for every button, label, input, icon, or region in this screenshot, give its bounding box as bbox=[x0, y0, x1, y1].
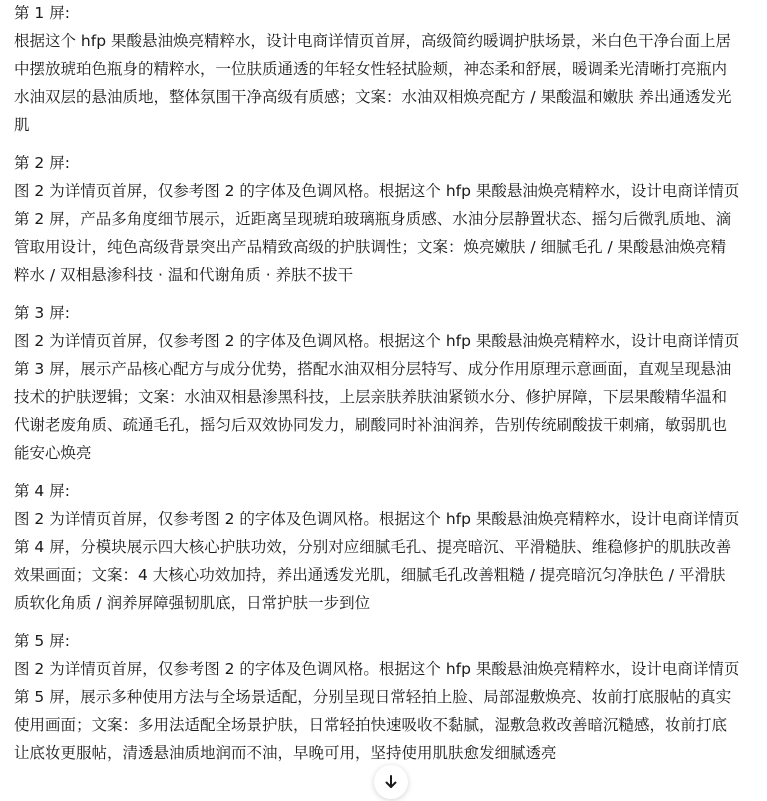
section-heading: 第 5 屏: bbox=[14, 632, 70, 650]
body-line: 使用画面；文案：多用法适配全场景护肤，日常轻拍快速吸收不黏腻，湿敷急救改善暗沉糙感，妆前打底 bbox=[14, 716, 728, 734]
body-line: 第 2 屏，产品多角度细节展示，近距离呈现琥珀玻璃瓶身质感、水油分层静置状态、摇匀后微乳质地、滴 bbox=[14, 210, 732, 228]
section-body bbox=[14, 177, 762, 289]
body-line: 图 2 为详情页首屏，仅参考图 2 的字体及色调风格。根据这个 hfp 果酸悬油焕亮精粹水，设计电商详情页 bbox=[14, 660, 740, 678]
body-line: 图 2 为详情页首屏，仅参考图 2 的字体及色调风格。根据这个 hfp 果酸悬油焕亮精粹水，设计电商详情页 bbox=[14, 332, 740, 350]
prompt-document bbox=[14, 0, 762, 767]
body-line: 第 4 屏，分模块展示四大核心护肤功效，分别对应细腻毛孔、提亮暗沉、平滑糙肤、维稳修护的肌肤改善 bbox=[14, 538, 732, 556]
arrow-down-icon bbox=[383, 774, 399, 790]
section-body bbox=[14, 505, 762, 617]
body-line: 第 5 屏，展示多种使用方法与全场景适配，分别呈现日常轻拍上脸、局部湿敷焕亮、妆前打底服帖的真实 bbox=[14, 688, 732, 706]
body-line: 能安心焕亮 bbox=[14, 444, 92, 462]
section-body bbox=[14, 27, 762, 139]
section-body bbox=[14, 327, 762, 467]
scroll-to-bottom-button[interactable] bbox=[374, 765, 408, 799]
screen-section-3 bbox=[14, 299, 762, 467]
body-line: 让底妆更服帖，清透悬油质地润而不油，早晚可用，坚持使用肌肤愈发细腻透亮 bbox=[14, 744, 557, 762]
section-heading: 第 1 屏: bbox=[14, 4, 70, 22]
section-heading: 第 2 屏: bbox=[14, 154, 70, 172]
body-line: 技术的护肤逻辑；文案：水油双相悬渗黑科技，上层亲肤养肤油紧锁水分、修护屏障，下层果酸精华温和 bbox=[14, 388, 728, 406]
screen-section-4 bbox=[14, 477, 762, 617]
body-line: 肌 bbox=[14, 116, 30, 134]
screen-section-1 bbox=[14, 0, 762, 139]
body-line: 粹水 / 双相悬渗科技 · 温和代谢角质 · 养肤不拔干 bbox=[14, 266, 354, 284]
body-line: 根据这个 hfp 果酸悬油焕亮精粹水，设计电商详情页首屏，高级简约暖调护肤场景，米白色干净台面上居 bbox=[14, 32, 731, 50]
body-line: 第 3 屏，展示产品核心配方与成分优势，搭配水油双相分层特写、成分作用原理示意画面，直观呈现悬油 bbox=[14, 360, 732, 378]
body-line: 图 2 为详情页首屏，仅参考图 2 的字体及色调风格。根据这个 hfp 果酸悬油焕亮精粹水，设计电商详情页 bbox=[14, 510, 740, 528]
body-line: 管取用设计，纯色高级背景突出产品精致高级的护肤调性；文案：焕亮嫩肤 / 细腻毛孔 / 果酸悬油焕亮精 bbox=[14, 238, 727, 256]
body-line: 质软化角质 / 润养屏障强韧肌底，日常护肤一步到位 bbox=[14, 594, 371, 612]
screen-section-5 bbox=[14, 627, 762, 767]
body-line: 图 2 为详情页首屏，仅参考图 2 的字体及色调风格。根据这个 hfp 果酸悬油焕亮精粹水，设计电商详情页 bbox=[14, 182, 740, 200]
screen-section-2 bbox=[14, 149, 762, 289]
section-heading: 第 4 屏: bbox=[14, 482, 70, 500]
body-line: 水油双层的悬油质地，整体氛围干净高级有质感；文案：水油双相焕亮配方 / 果酸温和嫩肤 养出通透发光 bbox=[14, 88, 732, 106]
body-line: 代谢老废角质、疏通毛孔，摇匀后双效协同发力，刷酸同时补油润养，告别传统刷酸拔干刺痛，敏弱肌也 bbox=[14, 416, 728, 434]
section-heading: 第 3 屏: bbox=[14, 304, 70, 322]
body-line: 效果画面；文案：4 大核心功效加持，养出通透发光肌，细腻毛孔改善粗糙 / 提亮暗沉匀净肤色 / 平滑肤 bbox=[14, 566, 726, 584]
section-body bbox=[14, 655, 762, 767]
body-line: 中摆放琥珀色瓶身的精粹水，一位肤质通透的年轻女性轻拭脸颊，神态柔和舒展，暖调柔光清晰打亮瓶内 bbox=[14, 60, 728, 78]
